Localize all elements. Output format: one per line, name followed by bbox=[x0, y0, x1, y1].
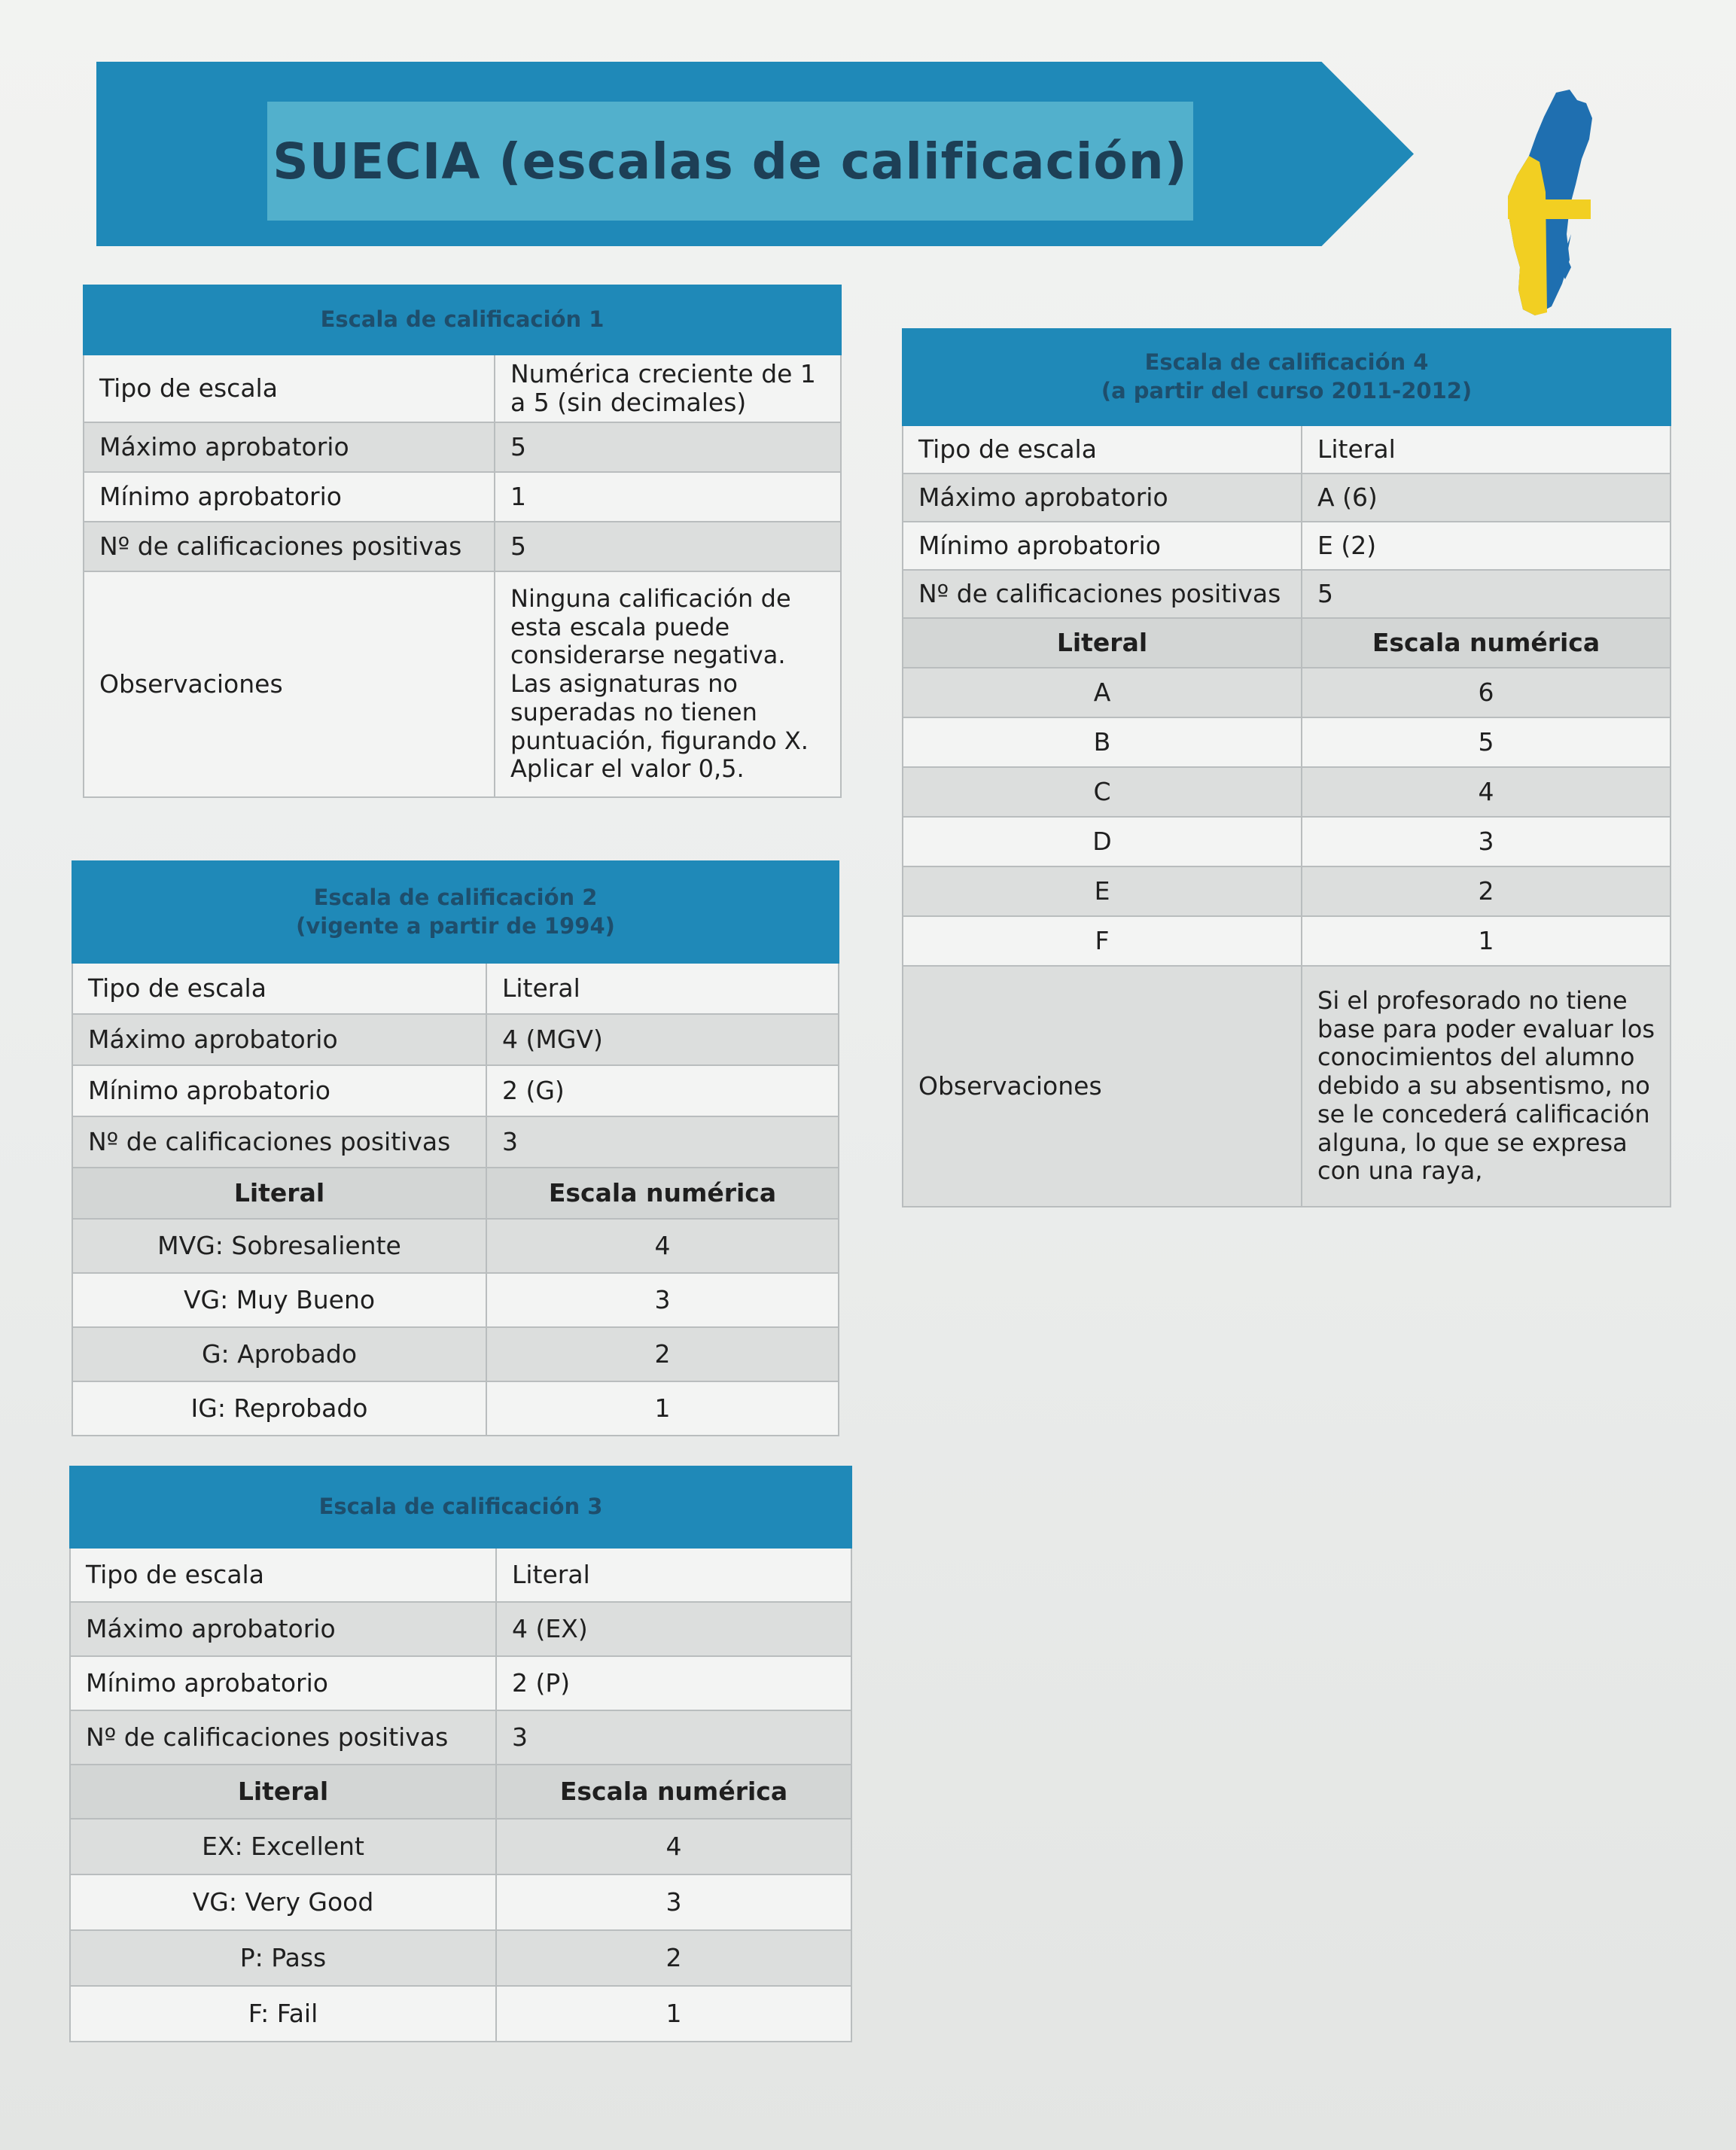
grade-literal: VG: Muy Bueno bbox=[72, 1273, 486, 1327]
grade-literal: B bbox=[903, 717, 1302, 767]
row-value: 1 bbox=[495, 472, 841, 522]
table-header bbox=[72, 861, 839, 963]
row-label: Nº de calificaciones positivas bbox=[70, 1710, 496, 1765]
row-value: 2 (G) bbox=[486, 1065, 839, 1116]
table-header-title: Escala de calificación 4 bbox=[1144, 349, 1429, 376]
row-value: Numérica creciente de 1 a 5 (sin decimales) bbox=[495, 355, 841, 422]
grade-numeric: 3 bbox=[496, 1874, 851, 1930]
row-label: Nº de calificaciones positivas bbox=[903, 570, 1302, 618]
row-label: Máximo aprobatorio bbox=[70, 1602, 496, 1656]
grade-literal: P: Pass bbox=[70, 1930, 496, 1986]
row-value: A (6) bbox=[1302, 474, 1671, 522]
grade-numeric: 6 bbox=[1302, 668, 1671, 717]
grade-literal: C bbox=[903, 767, 1302, 817]
grading-scale-4-table bbox=[902, 328, 1671, 1207]
row-label: Máximo aprobatorio bbox=[903, 474, 1302, 522]
grade-literal: F bbox=[903, 916, 1302, 966]
grade-numeric: 4 bbox=[1302, 767, 1671, 817]
column-header-literal: Literal bbox=[70, 1765, 496, 1819]
row-label: Tipo de escala bbox=[84, 355, 495, 422]
row-value: 5 bbox=[1302, 570, 1671, 618]
grade-literal: F: Fail bbox=[70, 1986, 496, 2042]
row-label: Tipo de escala bbox=[903, 425, 1302, 474]
grade-numeric: 2 bbox=[1302, 866, 1671, 916]
row-label: Nº de calificaciones positivas bbox=[72, 1116, 486, 1168]
grade-literal: E bbox=[903, 866, 1302, 916]
grade-literal: EX: Excellent bbox=[70, 1819, 496, 1874]
row-label: Mínimo aprobatorio bbox=[84, 472, 495, 522]
row-value: Literal bbox=[1302, 425, 1671, 474]
grade-literal: A bbox=[903, 668, 1302, 717]
row-value: Literal bbox=[496, 1548, 851, 1602]
column-header-literal: Literal bbox=[903, 618, 1302, 668]
table-header bbox=[903, 329, 1671, 425]
row-label: Mínimo aprobatorio bbox=[903, 522, 1302, 570]
row-value: 5 bbox=[495, 422, 841, 472]
row-label: Nº de calificaciones positivas bbox=[84, 522, 495, 571]
grade-numeric: 4 bbox=[496, 1819, 851, 1874]
row-label: Tipo de escala bbox=[72, 963, 486, 1014]
table-header: Escala de calificación 3 bbox=[70, 1466, 851, 1548]
grade-numeric: 1 bbox=[486, 1381, 839, 1436]
table-header-title: Escala de calificación 2 bbox=[313, 884, 598, 910]
grading-scale-2-table bbox=[72, 860, 839, 1436]
table-header-subtitle: (a partir del curso 2011-2012) bbox=[1101, 378, 1473, 404]
page-title: SUECIA (escalas de calificación) bbox=[273, 132, 1188, 190]
column-header-numeric: Escala numérica bbox=[486, 1168, 839, 1219]
row-label: Máximo aprobatorio bbox=[84, 422, 495, 472]
grade-numeric: 1 bbox=[1302, 916, 1671, 966]
observations-text: Ninguna calificación de esta escala puede considerarse negativa. Las asignaturas no superadas no tienen puntuación, figurando X. Aplicar el valor 0,5. bbox=[495, 571, 841, 797]
observations-label: Observaciones bbox=[84, 571, 495, 797]
column-header-numeric: Escala numérica bbox=[496, 1765, 851, 1819]
grade-numeric: 2 bbox=[486, 1327, 839, 1381]
grade-numeric: 3 bbox=[486, 1273, 839, 1327]
row-label: Mínimo aprobatorio bbox=[72, 1065, 486, 1116]
grade-numeric: 2 bbox=[496, 1930, 851, 1986]
grade-numeric: 4 bbox=[486, 1219, 839, 1273]
table-header: Escala de calificación 1 bbox=[84, 285, 841, 355]
grade-literal: D bbox=[903, 817, 1302, 866]
grading-scale-1-table bbox=[83, 285, 842, 798]
grade-numeric: 5 bbox=[1302, 717, 1671, 767]
row-label: Tipo de escala bbox=[70, 1548, 496, 1602]
grade-literal: VG: Very Good bbox=[70, 1874, 496, 1930]
row-value: 3 bbox=[486, 1116, 839, 1168]
row-value: E (2) bbox=[1302, 522, 1671, 570]
row-value: 4 (EX) bbox=[496, 1602, 851, 1656]
grade-literal: IG: Reprobado bbox=[72, 1381, 486, 1436]
sweden-flag-map-icon bbox=[1487, 87, 1615, 320]
grade-literal: MVG: Sobresaliente bbox=[72, 1219, 486, 1273]
row-value: 2 (P) bbox=[496, 1656, 851, 1710]
row-label: Máximo aprobatorio bbox=[72, 1014, 486, 1065]
column-header-literal: Literal bbox=[72, 1168, 486, 1219]
row-value: 5 bbox=[495, 522, 841, 571]
row-value: 4 (MGV) bbox=[486, 1014, 839, 1065]
observations-label: Observaciones bbox=[903, 966, 1302, 1207]
grading-scale-3-table bbox=[69, 1466, 852, 2042]
grade-numeric: 1 bbox=[496, 1986, 851, 2042]
grade-literal: G: Aprobado bbox=[72, 1327, 486, 1381]
column-header-numeric: Escala numérica bbox=[1302, 618, 1671, 668]
grade-numeric: 3 bbox=[1302, 817, 1671, 866]
row-value: 3 bbox=[496, 1710, 851, 1765]
table-header-subtitle: (vigente a partir de 1994) bbox=[296, 912, 615, 939]
observations-text: Si el profesorado no tiene base para poder evaluar los conocimientos del alumno debido a su absentismo, no se le concederá calificación alguna, lo que se expresa con una raya, bbox=[1302, 966, 1671, 1207]
title-box bbox=[267, 102, 1193, 221]
row-value: Literal bbox=[486, 963, 839, 1014]
row-label: Mínimo aprobatorio bbox=[70, 1656, 496, 1710]
